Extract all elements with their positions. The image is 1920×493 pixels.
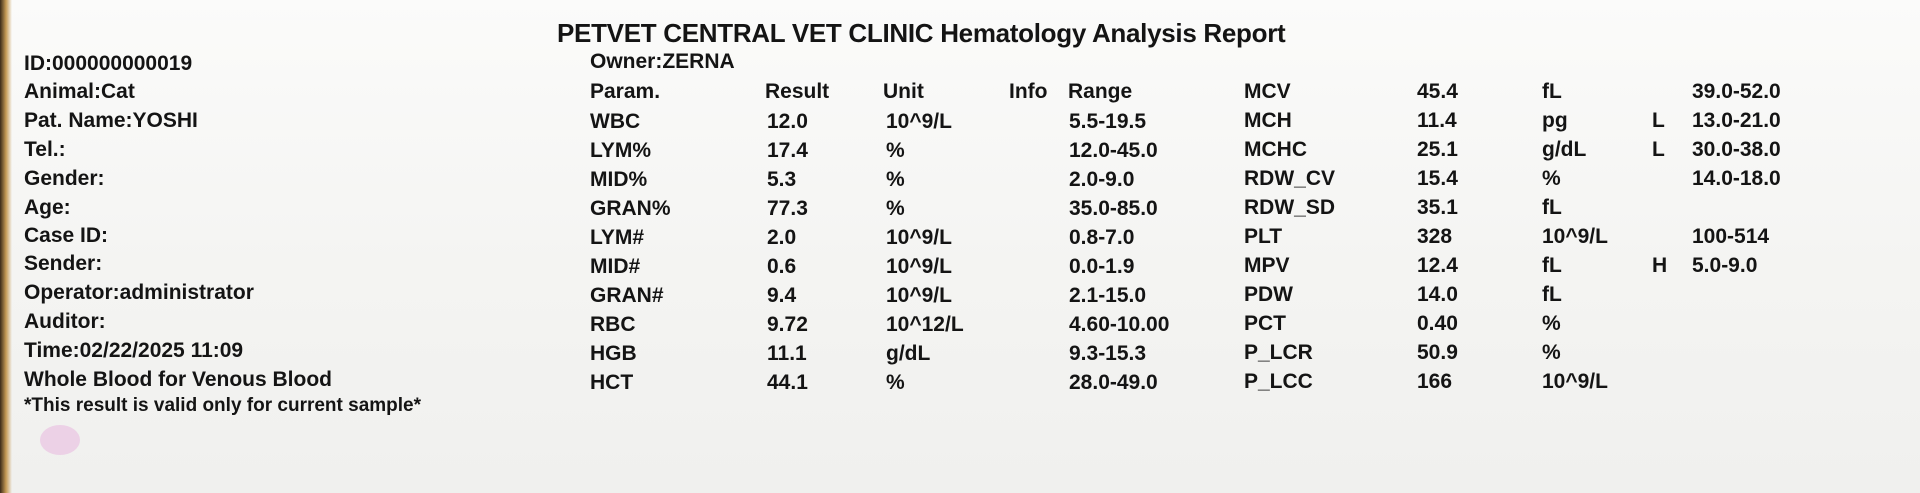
cell-param: LYM# (590, 226, 645, 249)
cell-param: RDW_SD (1244, 196, 1336, 219)
cell-range: 13.0-21.0 (1692, 109, 1781, 132)
cell-result: 11.1 (767, 342, 807, 365)
cell-unit: % (1542, 167, 1561, 190)
cell-param: MCV (1244, 80, 1291, 103)
cell-param: MID% (590, 168, 648, 191)
cell-unit: fL (1542, 254, 1562, 277)
cell-unit: 10^12/L (886, 313, 964, 336)
cell-result: 17.4 (767, 139, 808, 162)
header-unit: Unit (883, 80, 924, 103)
cell-unit: fL (1542, 80, 1562, 103)
cell-unit: % (886, 139, 905, 162)
patient-name: Pat. Name:YOSHI (24, 109, 198, 132)
paper-edge (0, 0, 12, 493)
owner-name: Owner:ZERNA (590, 50, 735, 73)
cell-range: 35.0-85.0 (1069, 197, 1158, 220)
cell-result: 25.1 (1417, 138, 1458, 161)
patient-id: ID:000000000019 (24, 52, 193, 75)
header-info: Info (1009, 80, 1048, 103)
cell-result: 44.1 (767, 371, 808, 394)
cell-param: HGB (590, 342, 637, 365)
cell-result: 35.1 (1417, 196, 1458, 219)
cell-result: 14.0 (1417, 283, 1458, 306)
auditor: Auditor: (24, 310, 106, 333)
cell-range: 14.0-18.0 (1692, 167, 1781, 190)
cell-unit: % (886, 197, 905, 220)
cell-param: PLT (1244, 225, 1283, 248)
cell-unit: % (1542, 341, 1561, 364)
sample-type: Whole Blood for Venous Blood (24, 368, 332, 391)
header-range: Range (1068, 80, 1133, 103)
cell-range: 2.0-9.0 (1069, 168, 1135, 191)
cell-range: 28.0-49.0 (1069, 371, 1158, 394)
cell-result: 0.40 (1417, 312, 1458, 335)
cell-param: MCHC (1244, 138, 1307, 161)
cell-unit: 10^9/L (1542, 225, 1608, 248)
cell-range: 5.5-19.5 (1069, 110, 1147, 133)
cell-result: 166 (1417, 370, 1453, 393)
cell-param: MPV (1244, 254, 1290, 277)
patient-age: Age: (24, 196, 71, 219)
cell-range: 2.1-15.0 (1069, 284, 1147, 307)
cell-unit: 10^9/L (886, 255, 952, 278)
cell-range: 9.3-15.3 (1069, 342, 1147, 365)
cell-unit: 10^9/L (886, 110, 952, 133)
header-result: Result (765, 80, 830, 103)
cell-info: L (1652, 109, 1665, 132)
case-id: Case ID: (24, 224, 109, 247)
patient-animal: Animal:Cat (24, 80, 135, 103)
report-title: PETVET CENTRAL VET CLINIC Hematology Analysis Report (557, 18, 1286, 48)
cell-unit: pg (1542, 109, 1568, 132)
cell-result: 12.4 (1417, 254, 1458, 277)
cell-result: 77.3 (767, 197, 808, 220)
cell-param: P_LCR (1244, 341, 1313, 364)
cell-param: LYM% (590, 139, 652, 162)
cell-unit: fL (1542, 196, 1562, 219)
cell-range: 30.0-38.0 (1692, 138, 1781, 161)
cell-result: 2.0 (767, 226, 797, 249)
cell-param: PCT (1244, 312, 1286, 335)
cell-param: RDW_CV (1244, 167, 1336, 190)
cell-range: 0.8-7.0 (1069, 226, 1135, 249)
header-param: Param. (590, 80, 661, 103)
cell-info: L (1652, 138, 1665, 161)
operator: Operator:administrator (24, 281, 254, 304)
cell-result: 11.4 (1417, 109, 1457, 132)
cell-range: 5.0-9.0 (1692, 254, 1758, 277)
cell-unit: % (886, 168, 905, 191)
cell-param: GRAN# (590, 284, 664, 307)
cell-result: 0.6 (767, 255, 797, 278)
cell-param: RBC (590, 313, 636, 336)
cell-param: MID# (590, 255, 641, 278)
cell-unit: % (1542, 312, 1561, 335)
cell-result: 45.4 (1417, 80, 1458, 103)
cell-result: 15.4 (1417, 167, 1458, 190)
cell-unit: % (886, 371, 905, 394)
cell-info: H (1652, 254, 1668, 277)
cell-unit: g/dL (886, 342, 931, 365)
cell-range: 4.60-10.00 (1069, 313, 1170, 336)
cell-result: 12.0 (767, 110, 808, 133)
validity-note: *This result is valid only for current sample* (24, 395, 422, 416)
cell-param: WBC (590, 110, 641, 133)
cell-range: 12.0-45.0 (1069, 139, 1158, 162)
cell-param: P_LCC (1244, 370, 1313, 393)
cell-range: 100-514 (1692, 225, 1770, 248)
cell-range: 0.0-1.9 (1069, 255, 1135, 278)
patient-gender: Gender: (24, 167, 105, 190)
cell-unit: 10^9/L (886, 284, 952, 307)
cell-unit: fL (1542, 283, 1562, 306)
sender: Sender: (24, 252, 103, 275)
cell-param: MCH (1244, 109, 1292, 132)
cell-result: 50.9 (1417, 341, 1458, 364)
cell-param: PDW (1244, 283, 1293, 306)
cell-unit: 10^9/L (1542, 370, 1608, 393)
cell-param: GRAN% (590, 197, 671, 220)
cell-result: 9.4 (767, 284, 797, 307)
cell-result: 9.72 (767, 313, 808, 336)
patient-tel: Tel.: (24, 138, 66, 161)
cell-result: 5.3 (767, 168, 797, 191)
cell-result: 328 (1417, 225, 1453, 248)
cell-unit: g/dL (1542, 138, 1587, 161)
cell-unit: 10^9/L (886, 226, 952, 249)
cell-range: 39.0-52.0 (1692, 80, 1781, 103)
cell-param: HCT (590, 371, 634, 394)
paper-smudge (40, 425, 80, 455)
test-time: Time:02/22/2025 11:09 (24, 339, 244, 362)
